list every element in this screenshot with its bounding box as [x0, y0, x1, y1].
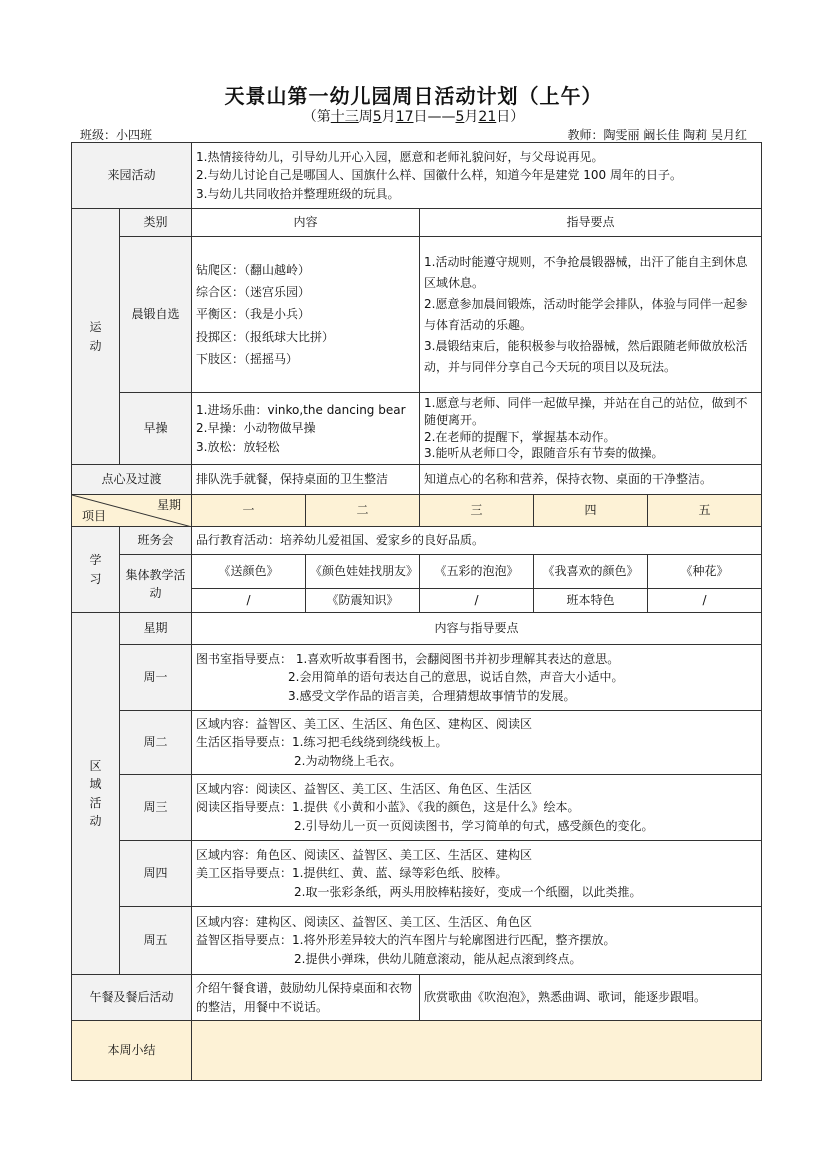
area-row: [72, 645, 762, 711]
weekday-diagonal-cell: [72, 495, 192, 527]
arrival-row: [72, 143, 762, 209]
teacher-value: 陶雯丽 阚长佳 陶莉 吴月红: [603, 128, 747, 142]
lunch-row: [72, 975, 762, 1021]
content-header: 内容: [192, 209, 420, 237]
category-header: 类别: [120, 209, 192, 237]
group2-tue: 《防震知识》: [306, 589, 420, 613]
class-value: 小四班: [116, 126, 186, 144]
snack-row: [72, 465, 762, 495]
area-day-header: 星期: [120, 613, 192, 645]
morning-areas: 钻爬区：（翻山越岭） 综合区：（迷宫乐园） 平衡区：（我是小兵） 投掷区：（报纸球大比拼） 下肢区：（摇摇马）: [192, 237, 420, 393]
group2-mon: /: [192, 589, 306, 613]
area-day: 周五: [120, 907, 192, 975]
teacher-info: 教师：陶雯丽 阚长佳 陶莉 吴月红: [567, 128, 747, 142]
group-wed: 《五彩的泡泡》: [420, 555, 534, 589]
morning-points: 1.活动时能遵守规则，不争抢晨锻器械，出汗了能自主到休息区域休息。 2.愿意参加晨间锻炼，活动时能学会排队，体验与同伴一起参与体育活动的乐趣。 3.晨锻结束后，能积极参与收拾器械，然后跟随老师做放松活动，并与同伴分享自己今天玩的项目以及玩法。: [420, 237, 762, 393]
area-content: 区域内容：建构区、阅读区、益智区、美工区、生活区、角色区 益智区指导要点：1.将外形差异较大的汽车图片与轮廓图进行匹配，整齐摆放。 2.提供小弹珠，供幼儿随意滚动，能从起点滚到终点。: [192, 907, 762, 975]
meeting-label: 班务会: [120, 527, 192, 555]
sports-header-row: [72, 209, 762, 237]
area-header-row: [72, 613, 762, 645]
lunch-points: 欣赏歌曲《吹泡泡》，熟悉曲调、歌词，能逐步跟唱。: [420, 975, 762, 1021]
meeting-content: 品行教育活动：培养幼儿爱祖国、爱家乡的良好品质。: [192, 527, 762, 555]
area-day: 周二: [120, 711, 192, 775]
weekday-header-row: [72, 495, 762, 527]
area-content: 图书室指导要点： 1.喜欢听故事看图书，会翻阅图书并初步理解其表达的意思。 2.会用简单的语句表达自己的意思，说话自然，声音大小适中。 3.感受文学作品的语言美，合理猜想故事情节的发展。: [192, 645, 762, 711]
arrival-content: 1.热情接待幼儿，引导幼儿开心入园，愿意和老师礼貌问好，与父母说再见。 2.与幼儿讨论自己是哪国人、国旗什么样、国徽什么样，知道今年是建党 100 周年的日子。 3.与幼儿共同收拾并整理班级的玩具。: [192, 143, 762, 209]
area-day: 周一: [120, 645, 192, 711]
group-row-1: [72, 555, 762, 589]
area-content: 区域内容：益智区、美工区、生活区、角色区、建构区、阅读区 生活区指导要点：1.练习把毛线绕到绕线板上。 2.为动物绕上毛衣。: [192, 711, 762, 775]
area-row: [72, 775, 762, 841]
exercise-row: [72, 393, 762, 465]
exercise-content: 1.进场乐曲：vinko,the dancing bear 2.早操：小动物做早操 3.放松：放轻松: [192, 393, 420, 465]
exercise-points: 1.愿意与老师、同伴一起做早操，并站在自己的站位，做到不随便离开。 2.在老师的提醒下，掌握基本动作。 3.能听从老师口令，跟随音乐有节奏的做操。: [420, 393, 762, 465]
area-content-header: 内容与指导要点: [192, 613, 762, 645]
group2-wed: /: [420, 589, 534, 613]
summary-content: [192, 1021, 762, 1081]
day-wed: 三: [420, 495, 534, 527]
area-row: [72, 711, 762, 775]
area-label: 区 域 活 动: [72, 613, 120, 975]
lunch-label: 午餐及餐后活动: [72, 975, 192, 1021]
study-label: 学 习: [72, 527, 120, 613]
group2-thu: 班本特色: [534, 589, 648, 613]
day-fri: 五: [648, 495, 762, 527]
group-label: 集体教学活动: [120, 555, 192, 613]
plan-table: [71, 142, 762, 1081]
summary-row: [72, 1021, 762, 1081]
morning-row: [72, 237, 762, 393]
exercise-label: 早操: [120, 393, 192, 465]
snack-label: 点心及过渡: [72, 465, 192, 495]
group-mon: 《送颜色》: [192, 555, 306, 589]
area-row: [72, 841, 762, 907]
group-tue: 《颜色娃娃找朋友》: [306, 555, 420, 589]
class-info: 班级：小四班: [80, 126, 186, 144]
group-fri: 《种花》: [648, 555, 762, 589]
arrival-label: 来园活动: [72, 143, 192, 209]
area-content: 区域内容：阅读区、益智区、美工区、生活区、角色区、生活区 阅读区指导要点：1.提供《小黄和小蓝》、《我的颜色，这是什么》绘本。 2.引导幼儿一页一页阅读图书，学习简单的句式，感受颜色的变化。: [192, 775, 762, 841]
group2-fri: /: [648, 589, 762, 613]
lunch-content: 介绍午餐食谱，鼓励幼儿保持桌面和衣物的整洁，用餐中不说话。: [192, 975, 420, 1021]
day-mon: 一: [192, 495, 306, 527]
date-range: （第十三周5月17日——5月21日）: [302, 109, 525, 125]
sports-label: 运 动: [72, 209, 120, 465]
weekday-header-label: 星期: [157, 498, 182, 513]
area-content: 区域内容：角色区、阅读区、益智区、美工区、生活区、建构区 美工区指导要点：1.提供红、黄、蓝、绿等彩色纸、胶棒。 2.取一张彩条纸，两头用胶棒粘接好，变成一个纸圈，以此类推。: [192, 841, 762, 907]
snack-points: 知道点心的名称和营养，保持衣物、桌面的干净整洁。: [420, 465, 762, 495]
area-day: 周四: [120, 841, 192, 907]
snack-content: 排队洗手就餐，保持桌面的卫生整洁: [192, 465, 420, 495]
morning-label: 晨锻自选: [120, 237, 192, 393]
day-thu: 四: [534, 495, 648, 527]
day-tue: 二: [306, 495, 420, 527]
points-header: 指导要点: [420, 209, 762, 237]
area-row: [72, 907, 762, 975]
group-thu: 《我喜欢的颜色》: [534, 555, 648, 589]
summary-label: 本周小结: [72, 1021, 192, 1081]
page-title: 天景山第一幼儿园周日活动计划（上午）: [224, 84, 603, 108]
item-header-label: 项目: [82, 508, 107, 523]
meeting-row: [72, 527, 762, 555]
area-day: 周三: [120, 775, 192, 841]
